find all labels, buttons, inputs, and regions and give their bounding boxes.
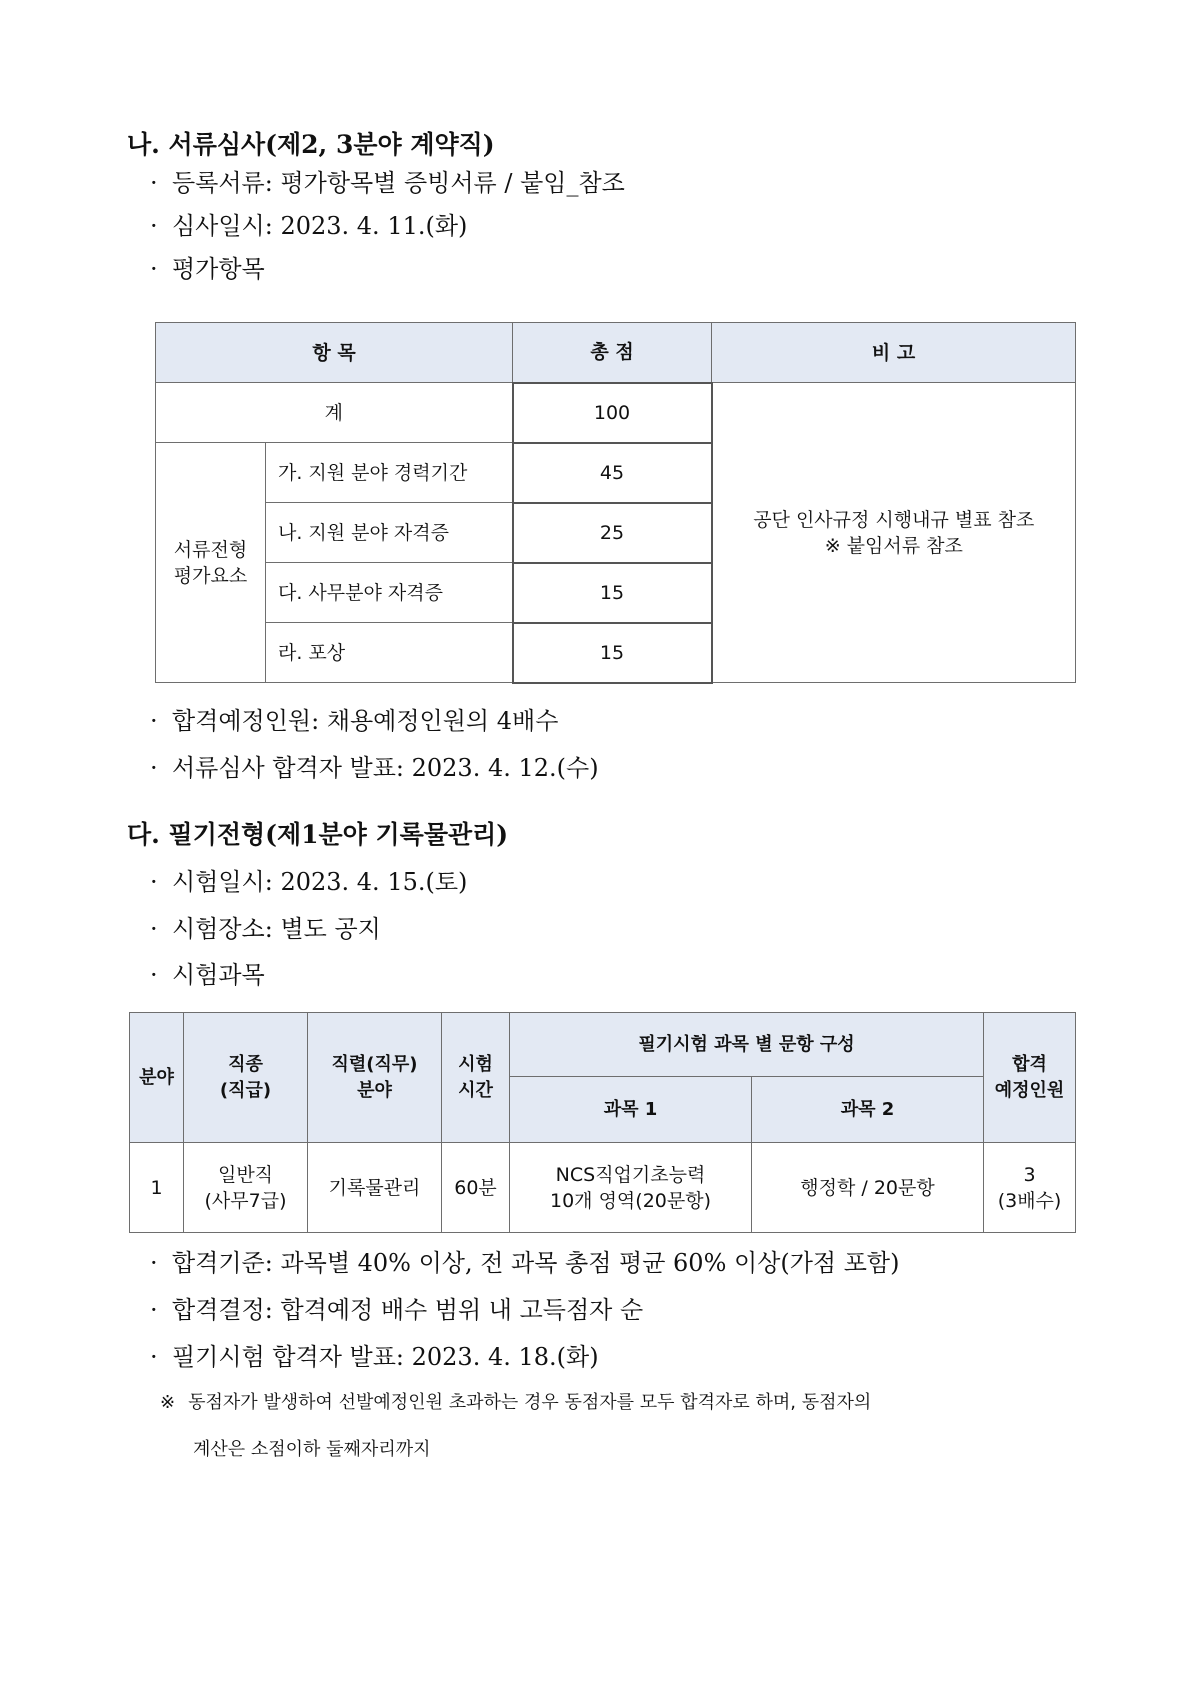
- eval-item: 가. 지원 분야 경력기간: [266, 443, 513, 503]
- footnote-line1: [160, 1390, 871, 1416]
- eval-item: 다. 사무분야 자격증: [266, 563, 513, 623]
- header-subject2: 과목 2: [752, 1077, 984, 1143]
- bullet-text: 합격결정: 합격예정 배수 범위 내 고득점자 순: [172, 1296, 644, 1324]
- remarks-line2: ※ 붙임서류 참조: [824, 534, 963, 557]
- header-series-line2: 분야: [357, 1079, 392, 1101]
- cell-pass-line2: (3배수): [997, 1189, 1062, 1212]
- group-label-line1: 서류전형: [173, 538, 248, 561]
- bullet-exam-place: · 시험장소: 별도 공지: [150, 915, 381, 943]
- remarks-line1: 공단 인사규정 시행내규 별표 참조: [753, 508, 1035, 531]
- header-time-line1: 시험: [458, 1053, 493, 1075]
- header-pass-line2: 예정인원: [994, 1079, 1065, 1101]
- total-score: 100: [513, 383, 712, 443]
- header-series: [308, 1013, 442, 1143]
- bullet-exam-date: · 시험일시: 2023. 4. 15.(토): [150, 868, 468, 896]
- eval-item: 나. 지원 분야 자격증: [266, 503, 513, 563]
- eval-score: 25: [513, 503, 712, 563]
- evaluation-table: [155, 322, 1076, 684]
- footnote-mark: ※: [160, 1392, 176, 1413]
- header-score: 총 점: [513, 323, 712, 383]
- bullet-written-announce: · 필기시험 합격자 발표: 2023. 4. 18.(화): [150, 1343, 599, 1371]
- remarks-cell: [712, 383, 1076, 683]
- bullet-text: 합격예정인원: 채용예정인원의 4배수: [172, 707, 559, 735]
- cell-job: [184, 1143, 308, 1233]
- header-subject1: 과목 1: [510, 1077, 752, 1143]
- bullet-pass-criteria: · 합격기준: 과목별 40% 이상, 전 과목 총점 평균 60% 이상(가점 포함): [150, 1249, 900, 1277]
- bullet-text: 심사일시: 2023. 4. 11.(화): [172, 212, 468, 240]
- total-label: 계: [156, 383, 513, 443]
- cell-pass-line1: 3: [1023, 1163, 1036, 1186]
- header-remarks: 비 고: [712, 323, 1076, 383]
- cell-series: 기록물관리: [308, 1143, 442, 1233]
- cell-subject2: 행정학 / 20문항: [752, 1143, 984, 1233]
- table-row: [156, 383, 1076, 443]
- bullet-text: 서류심사 합격자 발표: 2023. 4. 12.(수): [172, 754, 599, 782]
- eval-score: 15: [513, 623, 712, 683]
- header-series-line1: 직렬(직무): [331, 1053, 418, 1075]
- footnote-line2: 계산은 소점이하 둘째자리까지: [193, 1439, 431, 1460]
- header-time-line2: 시간: [458, 1079, 493, 1101]
- group-label-line2: 평가요소: [173, 564, 248, 587]
- bullet-exam-subjects: · 시험과목: [150, 961, 265, 989]
- cell-subject1-line1: NCS직업기초능력: [555, 1163, 706, 1186]
- bullet-text: 시험일시: 2023. 4. 15.(토): [172, 868, 468, 896]
- section-da-title: 다. 필기전형(제1분야 기록물관리): [127, 820, 509, 849]
- cell-subject1-line2: 10개 영역(20문항): [550, 1189, 711, 1212]
- bullet-text: 평가항목: [172, 255, 265, 283]
- eval-item: 라. 포상: [266, 623, 513, 683]
- group-label: [156, 443, 266, 683]
- bullet-text: 합격기준: 과목별 40% 이상, 전 과목 총점 평균 60% 이상(가점 포함): [172, 1249, 900, 1277]
- footnote-text: 동점자가 발생하여 선발예정인원 초과하는 경우 동점자를 모두 합격자로 하며, 동점자의: [188, 1392, 872, 1413]
- header-field: 분야: [130, 1013, 184, 1143]
- header-time: [442, 1013, 510, 1143]
- bullet-review-date: · 심사일시: 2023. 4. 11.(화): [150, 212, 468, 240]
- bullet-documents: · 등록서류: 평가항목별 증빙서류 / 붙임_참조: [150, 169, 625, 197]
- exam-subject-table: [129, 1012, 1076, 1233]
- cell-time: 60분: [442, 1143, 510, 1233]
- cell-job-line1: 일반직: [217, 1163, 274, 1186]
- eval-score: 15: [513, 563, 712, 623]
- header-item: 항 목: [156, 323, 513, 383]
- table-row: [130, 1143, 1076, 1233]
- cell-field: 1: [130, 1143, 184, 1233]
- table-header-row: [130, 1013, 1076, 1077]
- cell-pass: [984, 1143, 1076, 1233]
- bullet-pass-decision: · 합격결정: 합격예정 배수 범위 내 고득점자 순: [150, 1296, 644, 1324]
- header-job-line2: (직급): [219, 1079, 272, 1101]
- header-pass-line1: 합격: [1012, 1053, 1047, 1075]
- bullet-text: 필기시험 합격자 발표: 2023. 4. 18.(화): [172, 1343, 599, 1371]
- cell-job-line2: (사무7급): [204, 1189, 287, 1212]
- bullet-text: 시험과목: [172, 961, 265, 989]
- header-pass: [984, 1013, 1076, 1143]
- section-na-title: 나. 서류심사(제2, 3분야 계약직): [127, 130, 495, 159]
- bullet-text: 등록서류: 평가항목별 증빙서류 / 붙임_참조: [172, 169, 625, 197]
- eval-score: 45: [513, 443, 712, 503]
- cell-subject1: [510, 1143, 752, 1233]
- header-composition: 필기시험 과목 별 문항 구성: [510, 1013, 984, 1077]
- bullet-pass-count: · 합격예정인원: 채용예정인원의 4배수: [150, 707, 559, 735]
- bullet-text: 시험장소: 별도 공지: [172, 915, 381, 943]
- header-job: [184, 1013, 308, 1143]
- table-header-row: [156, 323, 1076, 383]
- header-job-line1: 직종: [228, 1053, 263, 1075]
- bullet-eval-items: · 평가항목: [150, 255, 265, 283]
- bullet-review-announce: · 서류심사 합격자 발표: 2023. 4. 12.(수): [150, 754, 599, 782]
